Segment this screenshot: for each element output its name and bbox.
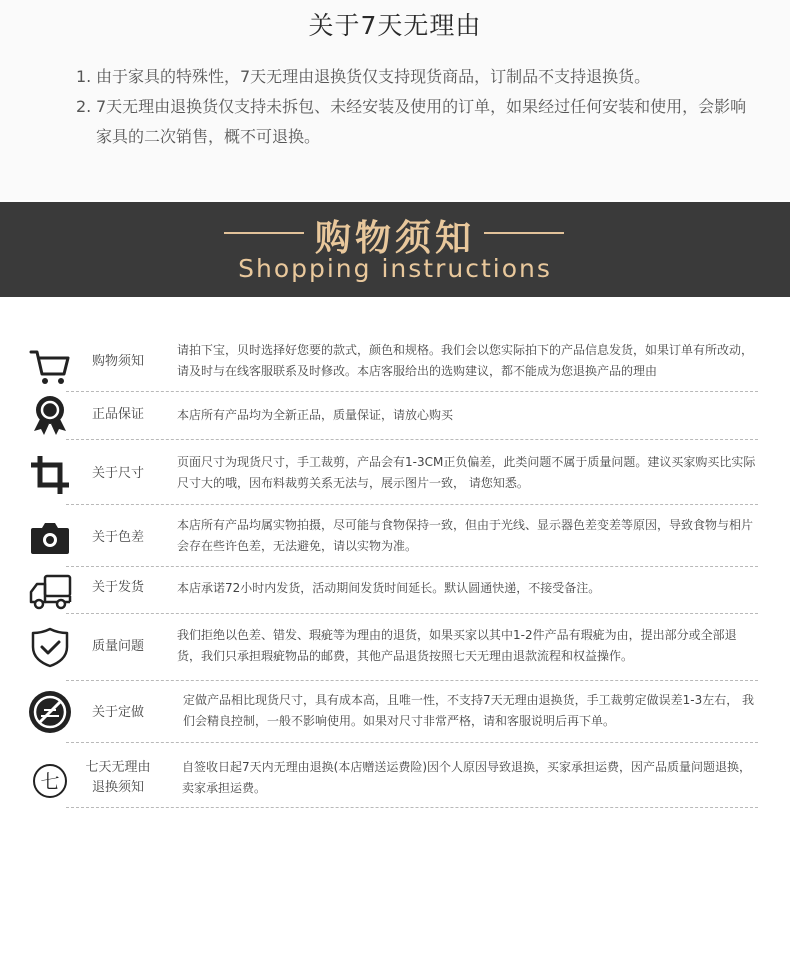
row-description: 我们拒绝以色差、错发、瑕疵等为理由的退货，如果买家以其中1-2件产品有瑕疵为由，提出部分或全部退货，我们只承担瑕疵物品的邮费，其他产品退货按照七天无理由退款流程和权益操作。	[177, 628, 737, 663]
row-description: 定做产品相比现货尺寸，具有成本高，且唯一性，不支持7天无理由退换货，手工裁剪定做误差1-3左右， 我们会精良控制，一般不影响使用。如果对尺寸非常严格，请和客服说明后再下单。	[183, 693, 755, 728]
policy-item-text: 由于家具的特殊性，7天无理由退换货仅支持现货商品，订制品不支持退换货。	[96, 67, 651, 86]
policy-item	[76, 62, 756, 92]
banner-title-en: Shopping instructions	[238, 254, 552, 283]
policy-item-number: 1.	[76, 67, 92, 86]
row-divider	[66, 566, 758, 567]
return-policy-section	[0, 0, 790, 200]
row-description: 页面尺寸为现货尺寸，手工裁剪，产品会有1-3CM正负偏差，此类问题不属于质量问题。建议买家购买比实际尺寸大的哦，因布料裁剪关系无法与，展示图片一致， 请您知悉。	[177, 455, 756, 490]
instruction-row-seven-day-return	[0, 756, 790, 808]
instruction-row-color	[0, 514, 790, 566]
policy-item-text: 7天无理由退换货仅支持未拆包、未经安装及使用的订单，如果经过任何安装和使用，会影响家具的二次销售，概不可退换。	[96, 97, 747, 146]
row-divider	[66, 613, 758, 614]
row-divider	[66, 742, 758, 743]
shopping-cart-icon	[28, 344, 72, 388]
policy-title: 关于7天无理由	[308, 11, 482, 40]
banner-title-cn: 购物须知	[314, 218, 475, 259]
row-label: 关于尺寸	[91, 466, 144, 481]
row-label: 关于发货	[91, 580, 144, 595]
instruction-row-quality	[0, 624, 790, 676]
instruction-row-custom	[0, 690, 790, 742]
no-custom-icon	[28, 690, 72, 734]
instruction-row-shopping	[0, 338, 790, 390]
row-label: 质量问题	[91, 639, 144, 654]
policy-list	[76, 62, 756, 152]
policy-item-number: 2.	[76, 97, 92, 116]
row-divider	[66, 391, 758, 392]
row-divider	[66, 807, 758, 808]
row-label: 购物须知	[91, 354, 144, 369]
row-label: 正品保证	[91, 407, 144, 422]
shield-check-icon	[28, 625, 72, 669]
seven-char: 七	[40, 771, 60, 793]
row-divider	[66, 680, 758, 681]
instruction-row-shipping	[0, 570, 790, 614]
row-label	[80, 758, 156, 798]
delivery-truck-icon	[28, 570, 72, 614]
crop-icon	[28, 453, 72, 497]
row-label-line2: 退换须知	[91, 780, 144, 795]
policy-item	[76, 92, 756, 152]
award-rosette-icon	[28, 393, 72, 437]
row-divider	[66, 504, 758, 505]
row-description: 自签收日起7天内无理由退换(本店赠送运费险)因个人原因导致退换，买家承担运费，因产品质量问题退换，卖家承担运费。	[182, 760, 752, 795]
instruction-row-authentic	[0, 393, 790, 438]
seven-days-icon	[28, 759, 72, 803]
row-label-line1: 七天无理由	[85, 760, 151, 775]
row-description: 请拍下宝，贝时选择好您要的款式，颜色和规格。我们会以您实际拍下的产品信息发货，如果订单有所改动，请及时与在线客服联系及时修改。本店客服给出的选购建议，都不能成为您退换产品的理由	[177, 343, 754, 378]
row-description: 本店所有产品均为全新正品，质量保证，请放心购买	[177, 408, 454, 422]
row-label: 关于定做	[91, 705, 144, 720]
row-label: 关于色差	[91, 530, 144, 545]
row-divider	[66, 439, 758, 440]
instruction-row-size	[0, 450, 790, 502]
row-description: 本店承诺72小时内发货，活动期间发货时间延长。默认圆通快递，不接受备注。	[177, 581, 601, 595]
camera-icon	[28, 516, 72, 560]
row-description: 本店所有产品均属实物拍摄，尽可能与食物保持一致，但由于光线、显示器色差变差等原因，导致食物与相片会存在些许色差，无法避免，请以实物为准。	[177, 518, 754, 553]
